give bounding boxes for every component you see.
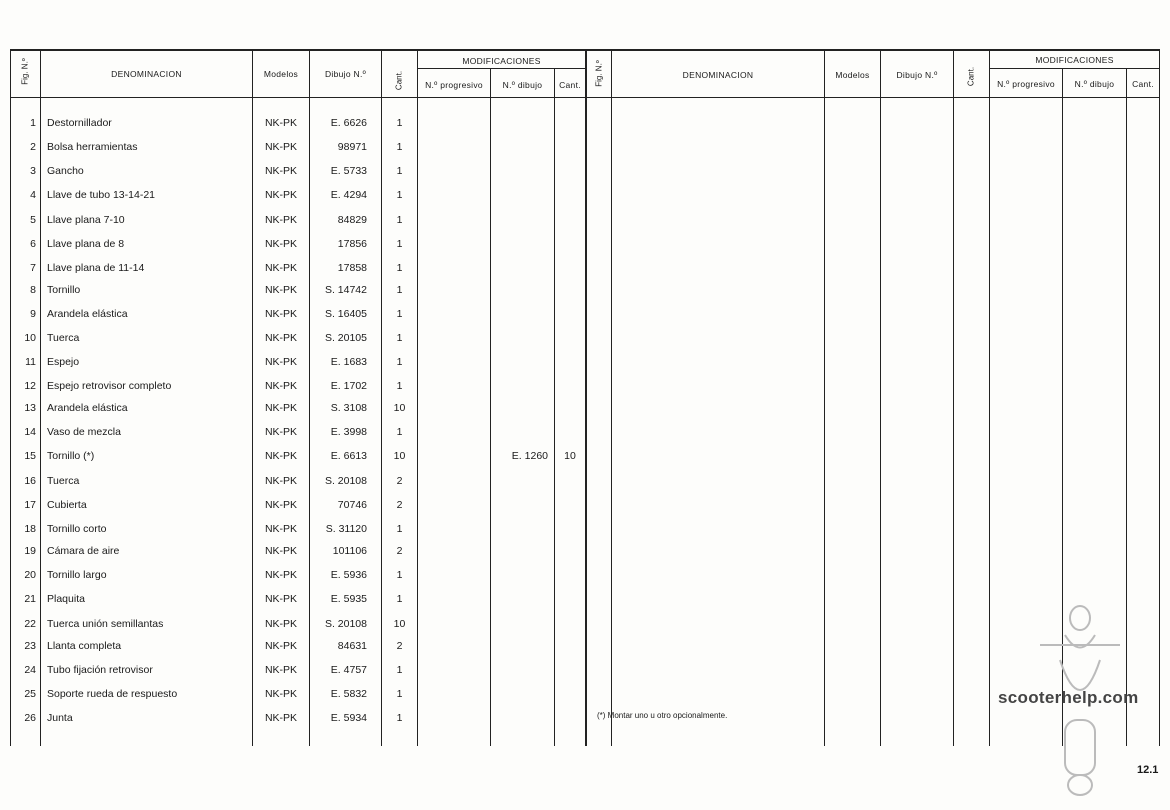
row-denominacion: Llave plana de 8 [47,238,125,250]
col-line [490,68,491,746]
row-modelos: NK-PK [264,450,298,462]
row-modelos: NK-PK [264,426,298,438]
row-dibujo: E. 6613 [330,450,367,462]
col-line [953,50,954,746]
row-fig-number: 4 [30,189,36,201]
left-header-modelos: Modelos [263,69,299,79]
row-modelos: NK-PK [264,117,298,129]
row-modelos: NK-PK [264,262,298,274]
row-modelos: NK-PK [264,618,298,630]
row-fig-number: 2 [30,141,36,153]
row-denominacion: Junta [47,712,73,724]
row-cant: 1 [396,214,403,226]
row-cant: 1 [396,332,403,344]
row-denominacion: Arandela elástica [47,402,128,414]
watermark-text: scooterhelp.com [998,688,1139,707]
row-fig-number: 3 [30,165,36,177]
row-fig-number: 14 [24,426,36,438]
left-header-ndibujo: N.º dibujo [502,80,543,90]
row-cant: 1 [396,523,403,535]
row-dibujo: E. 1702 [330,380,367,392]
row-dibujo: E. 5934 [330,712,367,724]
row-fig-number: 1 [30,117,36,129]
row-cant: 2 [396,499,403,511]
row-mod-cant: 10 [564,450,576,462]
row-denominacion: Espejo [47,356,80,368]
row-dibujo: E. 5832 [330,688,367,700]
col-line [1159,50,1160,746]
row-denominacion: Llanta completa [47,640,122,652]
col-line [611,50,612,746]
left-header-modificaciones: MODIFICACIONES [462,56,541,66]
row-dibujo: S. 31120 [325,523,367,535]
row-modelos: NK-PK [264,402,298,414]
row-cant: 1 [396,262,403,274]
row-dibujo: E. 4757 [330,664,367,676]
right-header-modificaciones: MODIFICACIONES [1035,55,1114,65]
row-modelos: NK-PK [264,214,298,226]
row-modelos: NK-PK [264,523,298,535]
row-denominacion: Tuerca [47,332,80,344]
row-cant: 1 [396,165,403,177]
row-fig-number: 24 [24,664,36,676]
row-denominacion: Soporte rueda de respuesto [47,688,178,700]
row-denominacion: Llave de tubo 13-14-21 [47,189,155,201]
footnote: (*) Montar uno u otro opcionalmente. [597,711,728,720]
page-number: 12.1 [1137,764,1159,776]
row-denominacion: Destornillador [47,117,112,129]
row-cant: 1 [396,688,403,700]
row-cant: 1 [396,593,403,605]
row-cant: 10 [393,450,406,462]
row-fig-number: 7 [30,262,36,274]
col-line [989,50,990,746]
row-dibujo: E. 5935 [330,593,367,605]
right-header-mcant: Cant. [1132,79,1154,89]
row-modelos: NK-PK [264,380,298,392]
row-fig-number: 18 [24,523,36,535]
left-header-progresivo: N.º progresivo [425,80,483,90]
row-fig-number: 20 [24,569,36,581]
row-fig-number: 15 [24,450,36,462]
row-dibujo: 84829 [337,214,367,226]
right-header-progresivo: N.º progresivo [997,79,1055,89]
row-cant: 1 [396,712,403,724]
row-cant: 1 [396,117,403,129]
left-header-fig: Fig. N.º [20,58,30,85]
row-dibujo: E. 3998 [330,426,367,438]
row-denominacion: Tornillo [47,284,81,296]
row-denominacion: Tuerca unión semillantas [47,618,164,630]
right-modif-subrule [989,68,1159,69]
row-cant: 1 [396,426,403,438]
row-dibujo: E. 5733 [330,165,367,177]
row-cant: 1 [396,308,403,320]
row-cant: 1 [396,356,403,368]
row-cant: 10 [393,402,406,414]
row-cant: 2 [396,475,403,487]
row-denominacion: Cubierta [47,499,87,511]
row-fig-number: 23 [24,640,36,652]
row-fig-number: 19 [24,545,36,557]
row-denominacion: Llave plana de 11-14 [47,262,145,274]
row-modelos: NK-PK [264,569,298,581]
left-modif-subrule [417,68,585,69]
row-denominacion: Tornillo largo [47,569,107,581]
row-dibujo: S. 20108 [324,618,367,630]
row-fig-number: 25 [24,688,36,700]
row-denominacion: Bolsa herramientas [47,141,138,153]
row-denominacion: Llave plana 7-10 [47,214,125,226]
left-header-dibujo: Dibujo N.º [324,69,367,79]
row-cant: 2 [396,640,403,652]
right-header-fig: Fig. N.º [594,60,604,87]
row-dibujo: E. 1683 [330,356,367,368]
row-fig-number: 17 [24,499,36,511]
left-header-denominacion: DENOMINACION [111,69,182,79]
row-cant: 10 [393,618,406,630]
row-cant: 1 [396,664,403,676]
row-dibujo: S. 14742 [324,284,367,296]
col-line [10,50,11,746]
row-fig-number: 8 [30,284,36,296]
row-modelos: NK-PK [264,308,298,320]
row-dibujo: S. 16405 [324,308,367,320]
row-denominacion: Vaso de mezcla [47,426,121,438]
row-dibujo: 84631 [337,640,367,652]
left-header-cant: Cant. [394,70,404,91]
col-line [417,50,418,746]
row-modelos: NK-PK [264,475,298,487]
row-modelos: NK-PK [264,545,298,557]
row-modelos: NK-PK [264,141,298,153]
row-denominacion: Tubo fijación retrovisor [47,664,153,676]
row-modelos: NK-PK [264,284,298,296]
right-header-cant: Cant. [966,66,976,87]
row-denominacion: Plaquita [47,593,85,605]
left-header-mcant: Cant. [559,80,581,90]
row-modelos: NK-PK [264,499,298,511]
row-modelos: NK-PK [264,640,298,652]
row-denominacion: Tuerca [47,475,80,487]
row-modelos: NK-PK [264,189,298,201]
row-fig-number: 22 [24,618,36,630]
row-fig-number: 26 [24,712,36,724]
row-denominacion: Arandela elástica [47,308,128,320]
row-fig-number: 13 [24,402,36,414]
row-fig-number: 5 [30,214,36,226]
col-line [554,68,555,746]
row-modelos: NK-PK [264,165,298,177]
row-cant: 1 [396,569,403,581]
row-modelos: NK-PK [264,712,298,724]
row-denominacion: Cámara de aire [47,545,120,557]
row-modelos: NK-PK [264,356,298,368]
right-header-denominacion: DENOMINACION [682,70,754,80]
row-cant: 1 [396,284,403,296]
row-denominacion: Espejo retrovisor completo [47,380,172,392]
right-header-ndibujo: N.º dibujo [1074,79,1115,89]
row-fig-number: 10 [24,332,36,344]
col-line [824,50,825,746]
row-cant: 2 [396,545,403,557]
row-dibujo: E. 5936 [330,569,367,581]
row-denominacion: Tornillo (*) [47,450,95,462]
row-dibujo: 70746 [337,499,367,511]
row-modelos: NK-PK [264,332,298,344]
row-dibujo: S. 20108 [324,475,367,487]
row-cant: 1 [396,238,403,250]
row-dibujo: E. 6626 [330,117,367,129]
col-line [40,50,41,746]
row-mod-dibujo: E. 1260 [511,450,548,462]
row-fig-number: 21 [24,593,36,605]
row-fig-number: 9 [30,308,36,320]
row-dibujo: S. 20105 [324,332,367,344]
row-fig-number: 11 [25,356,36,368]
row-modelos: NK-PK [264,664,298,676]
row-modelos: NK-PK [264,593,298,605]
row-dibujo: 101106 [332,545,367,557]
row-dibujo: 17856 [337,238,367,250]
row-cant: 1 [396,141,403,153]
row-fig-number: 12 [24,380,36,392]
row-denominacion: Gancho [47,165,84,177]
row-cant: 1 [396,189,403,201]
row-modelos: NK-PK [264,238,298,250]
row-fig-number: 16 [24,475,36,487]
right-header-modelos: Modelos [835,70,870,80]
row-dibujo: 17858 [337,262,367,274]
right-header-dibujo: Dibujo N.º [896,70,938,80]
row-dibujo: S. 3108 [330,402,367,414]
row-modelos: NK-PK [264,688,298,700]
col-line [880,50,881,746]
row-dibujo: 98971 [337,141,367,153]
row-cant: 1 [396,380,403,392]
row-denominacion: Tornillo corto [47,523,107,535]
row-dibujo: E. 4294 [330,189,367,201]
center-divider [585,50,587,746]
row-fig-number: 6 [30,238,36,250]
